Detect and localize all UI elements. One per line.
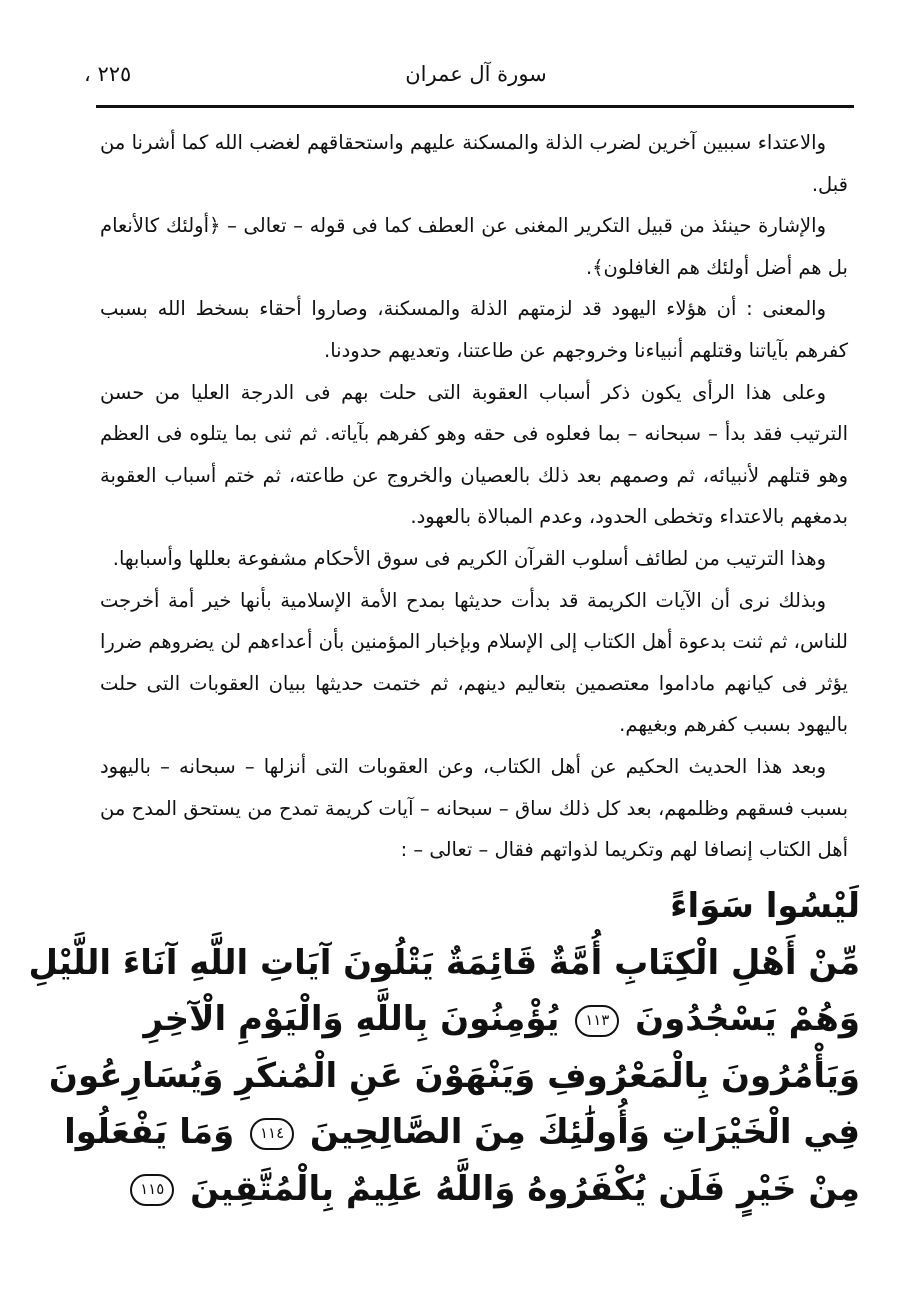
surah-title: سورة آل عمران (405, 62, 547, 86)
verse-text: يُؤْمِنُونَ بِاللَّهِ وَالْيَوْمِ الْآخِرِ (143, 999, 560, 1039)
paragraph: والمعنى : أن هؤلاء اليهود قد لزمتهم الذلة والمسكنة، وصاروا أحقاء بسخط الله بسبب كفرهم بآياتنا وقتلهم أنبياءنا وخروجهم عن طاعتنا، وتعديهم حدودنا. (100, 297, 848, 362)
verse-text: فِي الْخَيْرَاتِ وَأُولَٰئِكَ مِنَ الصَّالِحِينَ (309, 1112, 860, 1152)
header-divider (96, 105, 854, 108)
ayah-number-marker: ١١٤ (250, 1118, 294, 1150)
verse-text: مِنْ خَيْرٍ فَلَن يُكْفَرُوهُ وَاللَّهُ عَلِيمٌ بِالْمُتَّقِينَ (190, 1168, 860, 1209)
verse-line (143, 991, 860, 1048)
commentary-text (100, 122, 848, 871)
ayah-number-marker: ١١٥ (130, 1174, 174, 1206)
verse-text: لَيْسُوا سَوَاءً (670, 886, 860, 926)
verse-text: وَهُمْ يَسْجُدُونَ (635, 999, 860, 1039)
paragraph: والاعتداء سببين آخرين لضرب الذلة والمسكنة عليهم واستحقاقهم لغضب الله كما أشرنا من قبل. (100, 131, 848, 196)
page-number: ٢٢٥ ، (84, 62, 132, 86)
verse-line (160, 878, 860, 935)
verse-line (140, 1161, 860, 1218)
verse-text: وَمَا يَفْعَلُوا (64, 1112, 235, 1152)
paragraph: وبعد هذا الحديث الحكيم عن أهل الكتاب، وعن العقوبات التى أنزلها – سبحانه – باليهود بسبب فسقهم وظلمهم، بعد كل ذلك ساق – سبحانه – آيات كريمة تمدح من يستحق المدح من أهل الكتاب إنصافا لهم وتكريما لذواتهم فقال – تعالى – : (100, 754, 848, 862)
ayah-number-marker: ١١٣ (575, 1005, 619, 1037)
verse-line (48, 1048, 860, 1105)
paragraph: والإشارة حينئذ من قبيل التكرير المغنى عن العطف كما فى قوله – تعالى – ﴿أولئك كالأنعام بل هم أضل أولئك هم الغافلون﴾. (100, 214, 848, 279)
verse-text: مِّنْ أَهْلِ الْكِتَابِ أُمَّةٌ قَائِمَةٌ يَتْلُونَ آيَاتِ اللَّهِ آنَاءَ اللَّيْلِ (28, 942, 860, 983)
running-header (84, 52, 856, 102)
quran-verses (28, 878, 860, 1217)
verse-line (64, 1104, 860, 1161)
paragraph: وهذا الترتيب من لطائف أسلوب القرآن الكريم فى سوق الأحكام مشفوعة بعللها وأسبابها. (112, 546, 826, 570)
verse-text: وَيَأْمُرُونَ بِالْمَعْرُوفِ وَيَنْهَوْنَ عَنِ الْمُنكَرِ وَيُسَارِعُونَ (48, 1055, 860, 1096)
verse-line (28, 935, 860, 992)
paragraph: وعلى هذا الرأى يكون ذكر أسباب العقوبة التى حلت بهم فى الدرجة العليا من حسن الترتيب فقد بدأ – سبحانه – بما فعلوه فى حقه وهو كفرهم بآياته. ثم ثنى بما يتلوه فى العظم وهو قتلهم لأنبيائه، ثم وصمهم بعد ذلك بالعصيان والخروج عن طاعته، ثم ختم أسباب العقوبة بدمغهم بالاعتداء وتخطى الحدود، وعدم المبالاة بالعهود. (100, 380, 848, 529)
paragraph: وبذلك نرى أن الآيات الكريمة قد بدأت حديثها بمدح الأمة الإسلامية بأنها خير أمة أخرجت للناس، ثم ثنت بدعوة أهل الكتاب إلى الإسلام وبإخبار المؤمنين بأن أعداءهم لن يضروهم ضررا يؤثر فى كيانهم ماداموا معتصمين بتعاليم دينهم، ثم ختمت حديثها ببيان العقوبات التى حلت باليهود بسبب كفرهم وبغيهم. (100, 588, 848, 737)
